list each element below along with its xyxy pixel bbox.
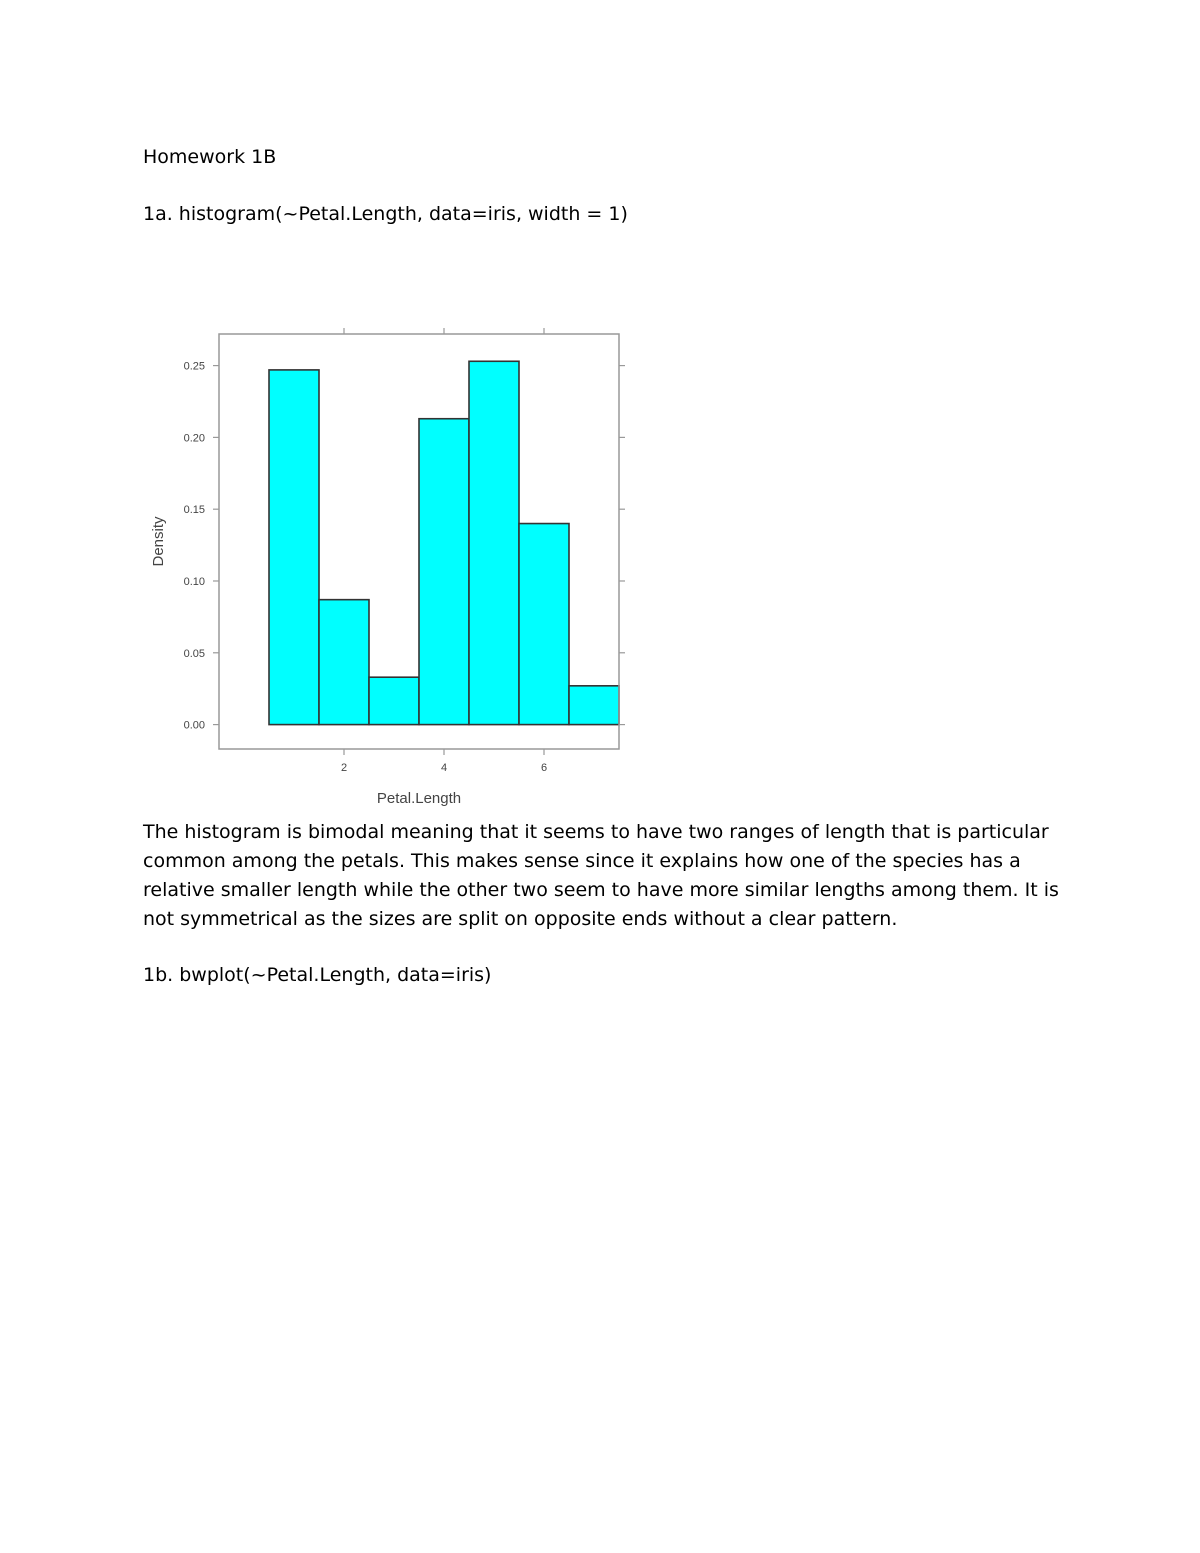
histogram-bar	[269, 370, 319, 725]
histogram-bar	[369, 677, 419, 724]
answer-line-4: not symmetrical as the sizes are split on opposite ends without a clear pattern.	[143, 908, 898, 930]
y-tick-label: 0.10	[183, 575, 205, 588]
x-tick-label: 6	[540, 762, 548, 774]
y-tick-label: 0.00	[183, 719, 205, 732]
histogram-svg	[140, 320, 640, 810]
y-tick-label: 0.25	[183, 360, 205, 373]
histogram-bar	[569, 686, 619, 725]
y-tick-label: 0.05	[183, 647, 205, 660]
histogram-chart	[140, 320, 640, 810]
page-title: Homework 1B	[143, 146, 277, 168]
histogram-bar	[319, 600, 369, 725]
question-1a-answer	[143, 818, 1083, 934]
answer-line-1: The histogram is bimodal meaning that it seems to have two ranges of length that is particular	[143, 821, 1049, 843]
answer-line-3: relative smaller length while the other two seem to have more similar lengths among them. It is	[143, 879, 1059, 901]
y-axis-label: Density	[150, 516, 167, 567]
histogram-bar	[519, 524, 569, 725]
question-1b-heading: 1b. bwplot(~Petal.Length, data=iris)	[143, 964, 492, 986]
x-axis-label: Petal.Length	[376, 790, 462, 807]
answer-line-2: common among the petals. This makes sense since it explains how one of the species has a	[143, 850, 1021, 872]
y-tick-label: 0.20	[183, 432, 205, 445]
x-tick-label: 4	[440, 762, 448, 774]
histogram-bar	[469, 361, 519, 724]
y-tick-label: 0.15	[183, 504, 205, 517]
question-1a-heading: 1a. histogram(~Petal.Length, data=iris, width = 1)	[143, 203, 628, 225]
x-tick-label: 2	[340, 762, 348, 774]
histogram-bar	[419, 419, 469, 725]
